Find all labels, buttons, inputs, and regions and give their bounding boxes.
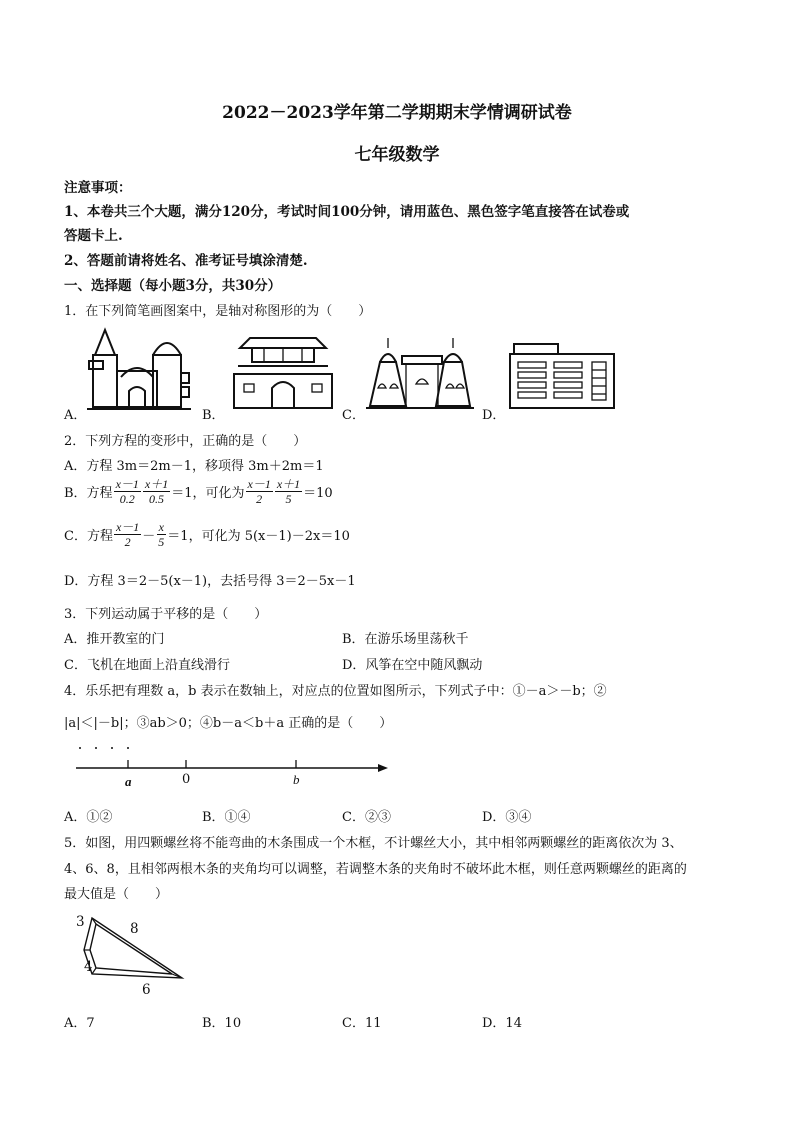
q2-c-prefix: C．方程 <box>64 529 113 544</box>
q1-figure-d <box>508 340 618 412</box>
q4-axis-label-a: a <box>125 774 132 789</box>
q2-b-frac4 <box>275 477 302 506</box>
q2-b-frac1 <box>114 477 141 506</box>
q5-stem-line2: 4、6、8，且相邻两根木条的夹角均可以调整，若调整木条的夹角时不破坏此木框，则任意两颗螺丝的距离的 <box>64 862 687 877</box>
q1-figure-a <box>85 325 195 415</box>
section-heading: 一、选择题（每小题3分，共30分） <box>64 278 282 294</box>
q3-option-b: B．在游乐场里荡秋千 <box>342 632 469 647</box>
q2-b-frac4-num: x＋1 <box>276 477 301 491</box>
q5-label-4: 4 <box>84 959 93 975</box>
q2-b-frac4-den: 5 <box>285 492 292 506</box>
q2-c-frac2 <box>156 520 166 549</box>
q5-option-d: D．14 <box>482 1016 522 1031</box>
q2-c-minus: － <box>142 529 156 544</box>
q4-stem-line2: |a|＜|－b|；③ab＞0；④b－a＜b＋a 正确的是（ ） <box>64 716 393 731</box>
q4-axis-label-0: 0 <box>182 772 191 787</box>
q2-c-frac2-den: 5 <box>158 535 165 549</box>
q2-b-frac3-num: x－1 <box>247 477 271 491</box>
q2-b-suffix: ＝10 <box>303 486 333 501</box>
q2-b-frac1-num: x－1 <box>115 477 139 491</box>
q1-option-a: A． <box>64 408 87 423</box>
q2-b-mid: ＝1，可化为 <box>171 486 245 501</box>
q2-b-frac1-den: 0.2 <box>119 492 135 506</box>
q5-stem-line1: 5．如图，用四颗螺丝将不能弯曲的木条围成一个木框，不计螺丝大小，其中相邻两颗螺丝的距离依次为 3、 <box>64 836 683 851</box>
q2-option-b <box>64 477 333 506</box>
q2-c-frac1 <box>114 520 141 549</box>
q2-b-frac2-num: x＋1 <box>144 477 169 491</box>
q2-c-frac1-den: 2 <box>124 535 131 549</box>
q2-option-d: D．方程 3＝2－5(x－1)，去括号得 3＝2－5x－1 <box>64 574 356 589</box>
q2-c-frac1-num: x－1 <box>115 520 140 534</box>
exam-subtitle: 七年级数学 <box>354 145 440 165</box>
q3-stem: 3．下列运动属于平移的是（ ） <box>64 607 268 622</box>
q4-option-a: A．①② <box>64 810 113 825</box>
q5-option-c: C．11 <box>342 1016 382 1031</box>
q3-option-c: C．飞机在地面上沿直线滑行 <box>64 658 230 673</box>
q5-option-a: A．7 <box>64 1016 95 1031</box>
q2-c-suffix: ＝1，可化为 5(x－1)－2x＝10 <box>167 529 350 544</box>
q5-label-8: 8 <box>130 921 139 937</box>
q2-stem: 2．下列方程的变形中，正确的是（ ） <box>64 434 307 449</box>
q2-c-frac2-num: x <box>158 520 164 534</box>
notes-item-2: 2、答题前请将姓名、准考证号填涂清楚. <box>64 253 308 269</box>
q1-option-b: B． <box>202 408 225 423</box>
q5-option-b: B．10 <box>202 1016 242 1031</box>
q2-b-prefix: B．方程 <box>64 486 113 501</box>
q4-option-d: D．③④ <box>482 810 532 825</box>
q4-option-b: B．①④ <box>202 810 251 825</box>
notes-heading: 注意事项： <box>64 180 132 196</box>
q5-label-3: 3 <box>76 914 85 930</box>
exam-title: 2022－2023学年第二学期期末学情调研试卷 <box>222 103 572 123</box>
q4-option-c: C．②③ <box>342 810 391 825</box>
q2-b-frac2-den: 0.5 <box>149 492 165 506</box>
q5-stem-line3: 最大值是（ ） <box>64 887 169 902</box>
q4-number-line <box>70 740 400 792</box>
q1-figure-c <box>366 332 476 412</box>
q5-label-6: 6 <box>142 982 151 998</box>
q3-option-a: A．推开教室的门 <box>64 632 165 647</box>
q4-axis-label-b: b <box>293 772 300 787</box>
q4-stem-line1: 4．乐乐把有理数 a，b 表示在数轴上，对应点的位置如图所示，下列式子中：①－a＞－b；② <box>64 684 607 699</box>
notes-item-1: 1、本卷共三个大题，满分120分，考试时间100分钟，请用蓝色、黑色签字笔直接答在试卷或 <box>64 204 630 220</box>
q1-option-d: D． <box>482 408 506 423</box>
q2-option-c <box>64 520 350 549</box>
notes-item-1-cont: 答题卡上. <box>64 228 123 244</box>
q2-b-frac3 <box>246 477 273 506</box>
q1-figure-b <box>228 330 338 412</box>
q1-option-c: C． <box>342 408 365 423</box>
q3-option-d: D．风筝在空中随风飘动 <box>342 658 483 673</box>
q2-b-frac2 <box>143 477 170 506</box>
q2-b-frac3-den: 2 <box>256 492 263 506</box>
q2-option-a: A．方程 3m＝2m－1，移项得 3m＋2m＝1 <box>64 459 324 474</box>
q1-stem: 1．在下列简笔画图案中，是轴对称图形的为（ ） <box>64 304 372 319</box>
